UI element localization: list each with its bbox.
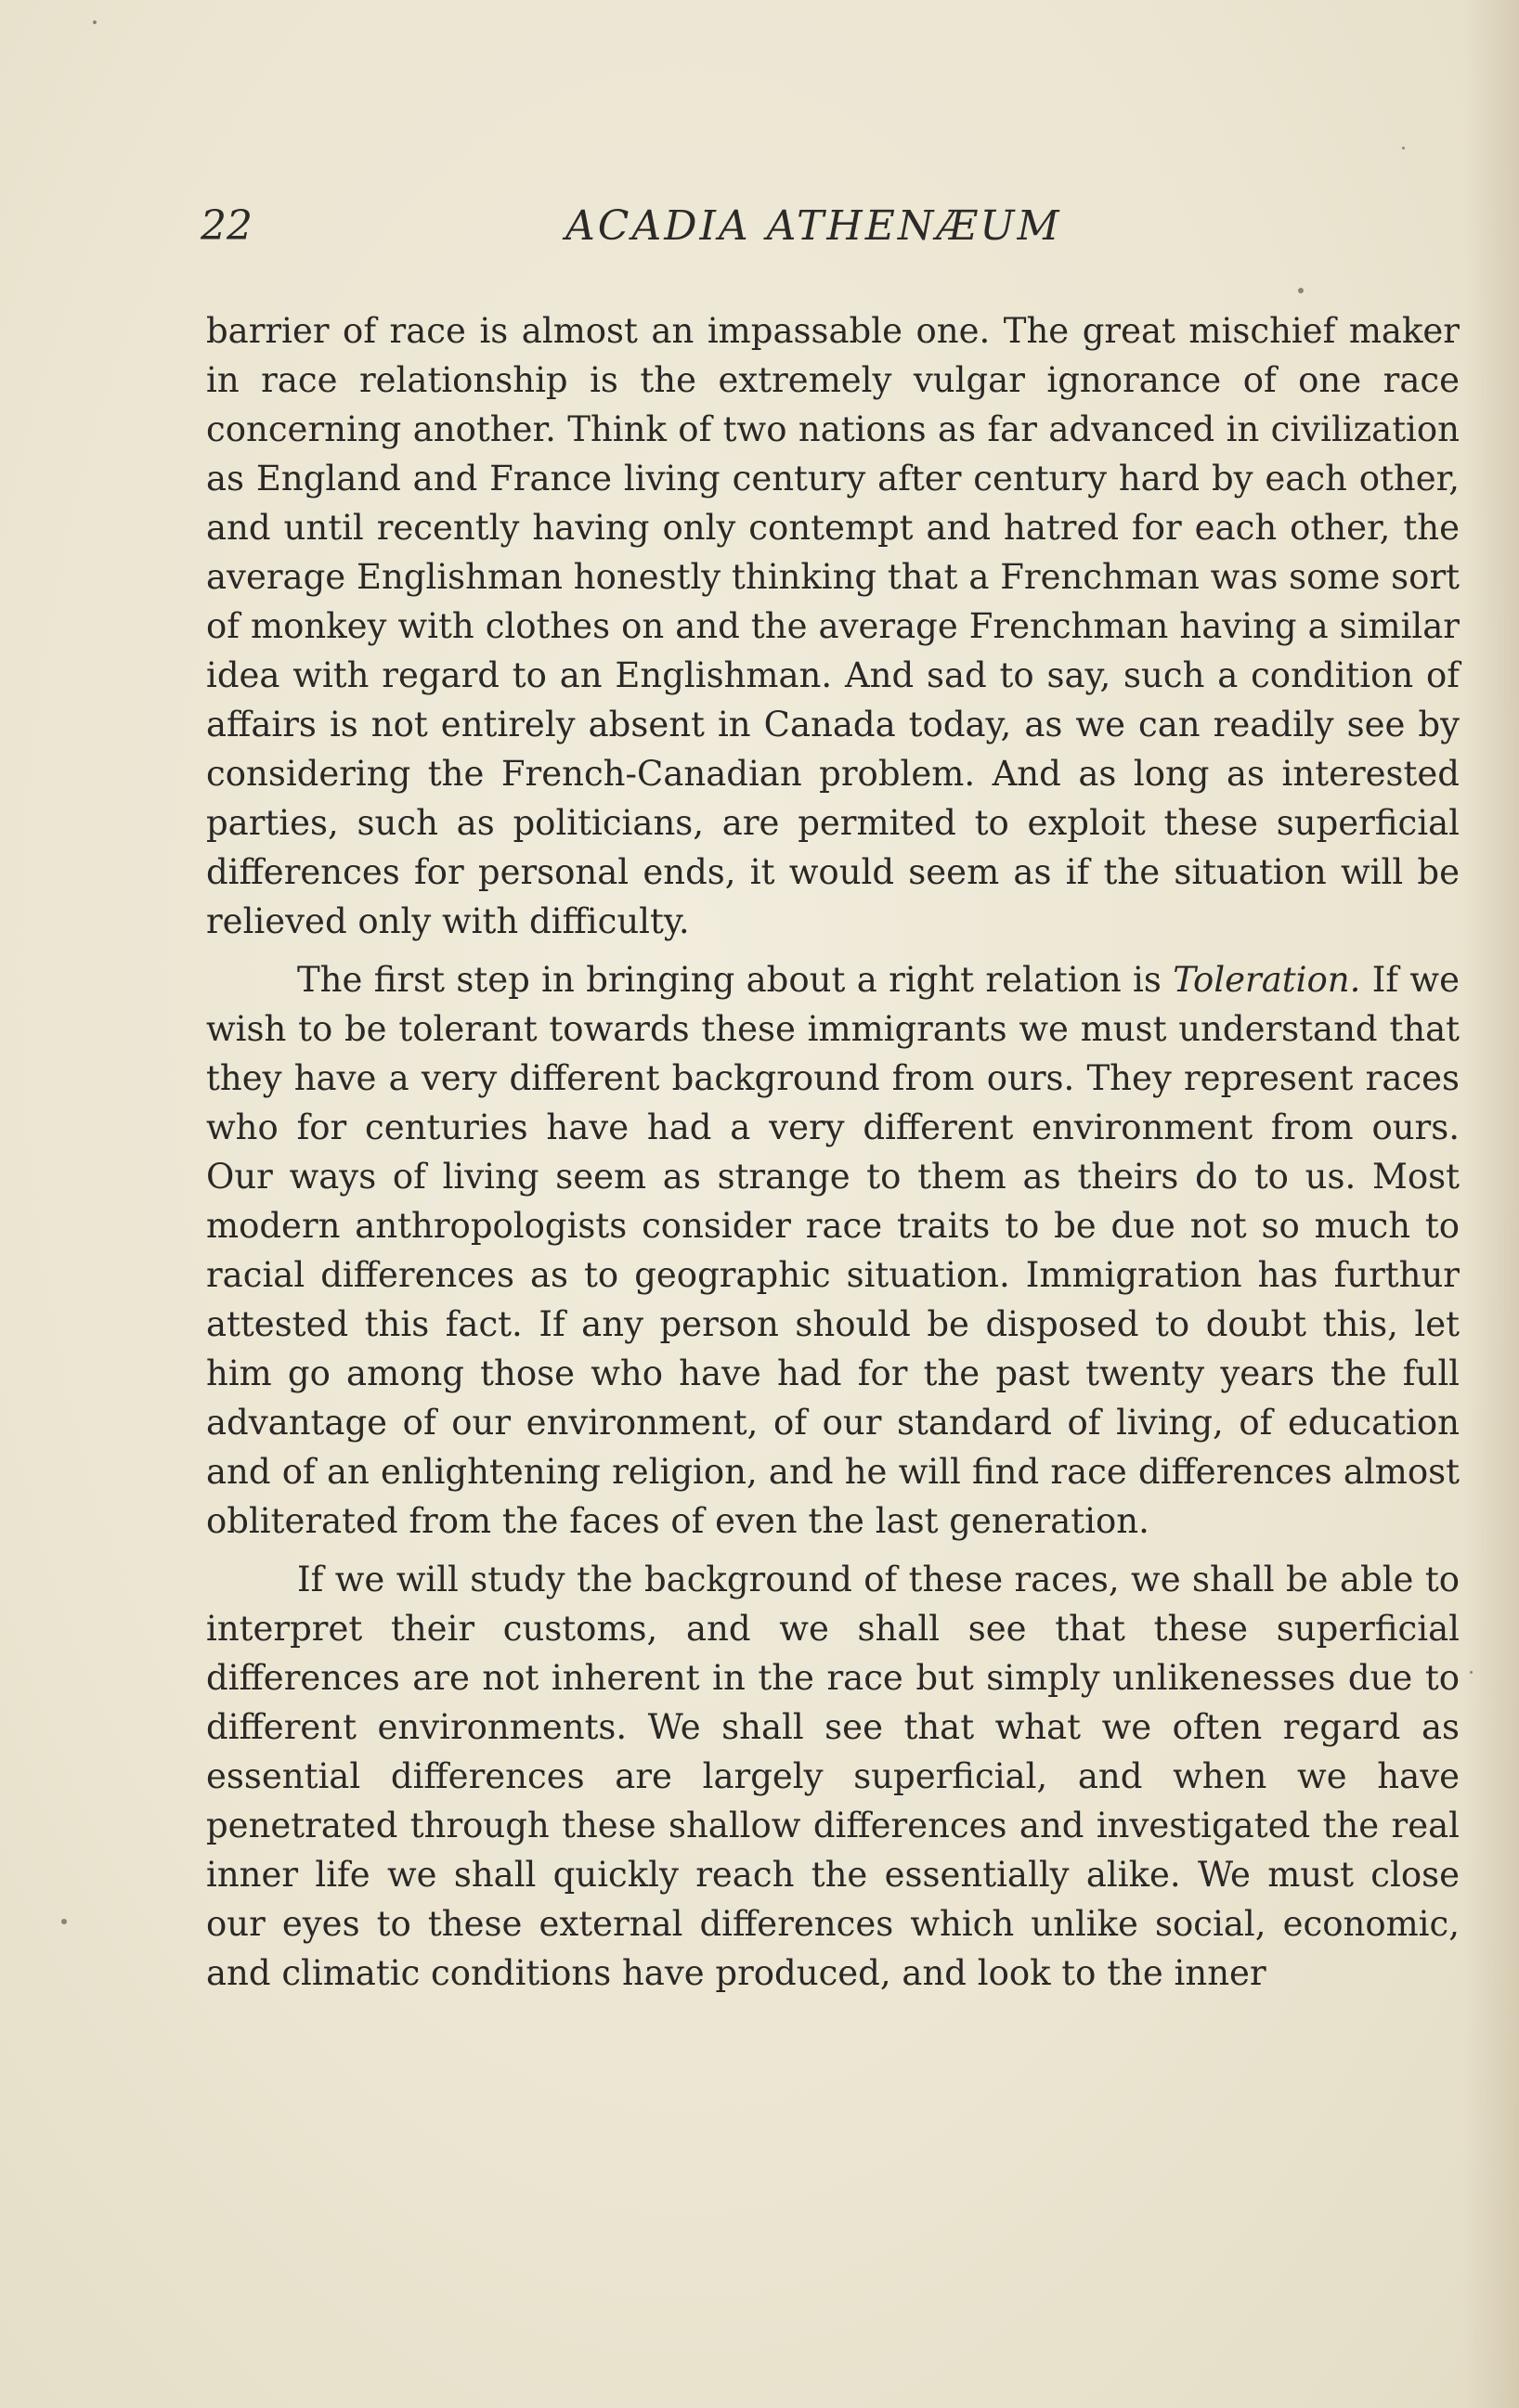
paper-speck xyxy=(1402,147,1405,149)
paragraph-2 xyxy=(206,955,1460,1546)
paragraph-3-text: If we will study the background of these races, we shall be able to interpret their customs, and we shall see that these superficial differences are not inherent in the race but simply unlikenesses due to different environments. We shall see that what we often regard as essential differences are largely superficial, and when we have penetrated through these shallow differences and investigated the real inner life we shall quickly reach the essentially alike. We must close our eyes to these external differences which unlike social, economic, and climatic conditions have produced, and look to the inner xyxy=(206,1560,1460,1993)
page-edge-shadow xyxy=(1463,0,1519,2408)
paragraph-2-text-start: The first step in bringing about a right relation is xyxy=(297,960,1174,1000)
running-title: ACADIA ATHENÆUM xyxy=(565,202,1062,250)
page-header xyxy=(201,202,1463,267)
paper-speck xyxy=(93,20,97,24)
page-number: 22 xyxy=(201,202,253,250)
paragraph-2-text-end: If we wish to be tolerant towards these immigrants we must understand that they have a very different background from ours. They represent races who for centuries have had a very different environment from ours. Our ways of living seem as strange to them as theirs do to us. Most modern anthropologists consider race traits to be due not so much to racial differences as to geographic situation. Immigration has furthur attested this fact. If any person should be disposed to doubt this, let him go among those who have had for the past twenty years the full advantage of our environment, of our standard of living, of education and of an enlightening religion, and he will find race differences almost obliterated from the faces of even the last generation. xyxy=(206,960,1460,1541)
paragraph-2-emphasis: Toleration. xyxy=(1173,960,1361,1000)
paragraph-1 xyxy=(206,306,1460,946)
paper-speck xyxy=(61,1919,67,1924)
article-body xyxy=(206,306,1460,2007)
paragraph-1-text: barrier of race is almost an impassable one. The great mischief maker in race relationship is the extremely vulgar ignorance of one race concerning another. Think of two nations as far advanced in civilization as England and France living century after century hard by each other, and until recently having only contempt and hatred for each other, the average Englishman honestly thinking that a Frenchman was some sort of monkey with clothes on and the average Frenchman having a similar idea with regard to an Englishman. And sad to say, such a condition of affairs is not entirely absent in Canada today, as we can readily see by considering the French-Canadian problem. And as long as interested parties, such as politicians, are permited to exploit these superficial differences for personal ends, it would seem as if the situation will be relieved only with difficulty. xyxy=(206,311,1460,941)
paragraph-3 xyxy=(206,1555,1460,1998)
paper-speck xyxy=(1298,288,1304,293)
paper-speck xyxy=(1470,1671,1473,1674)
